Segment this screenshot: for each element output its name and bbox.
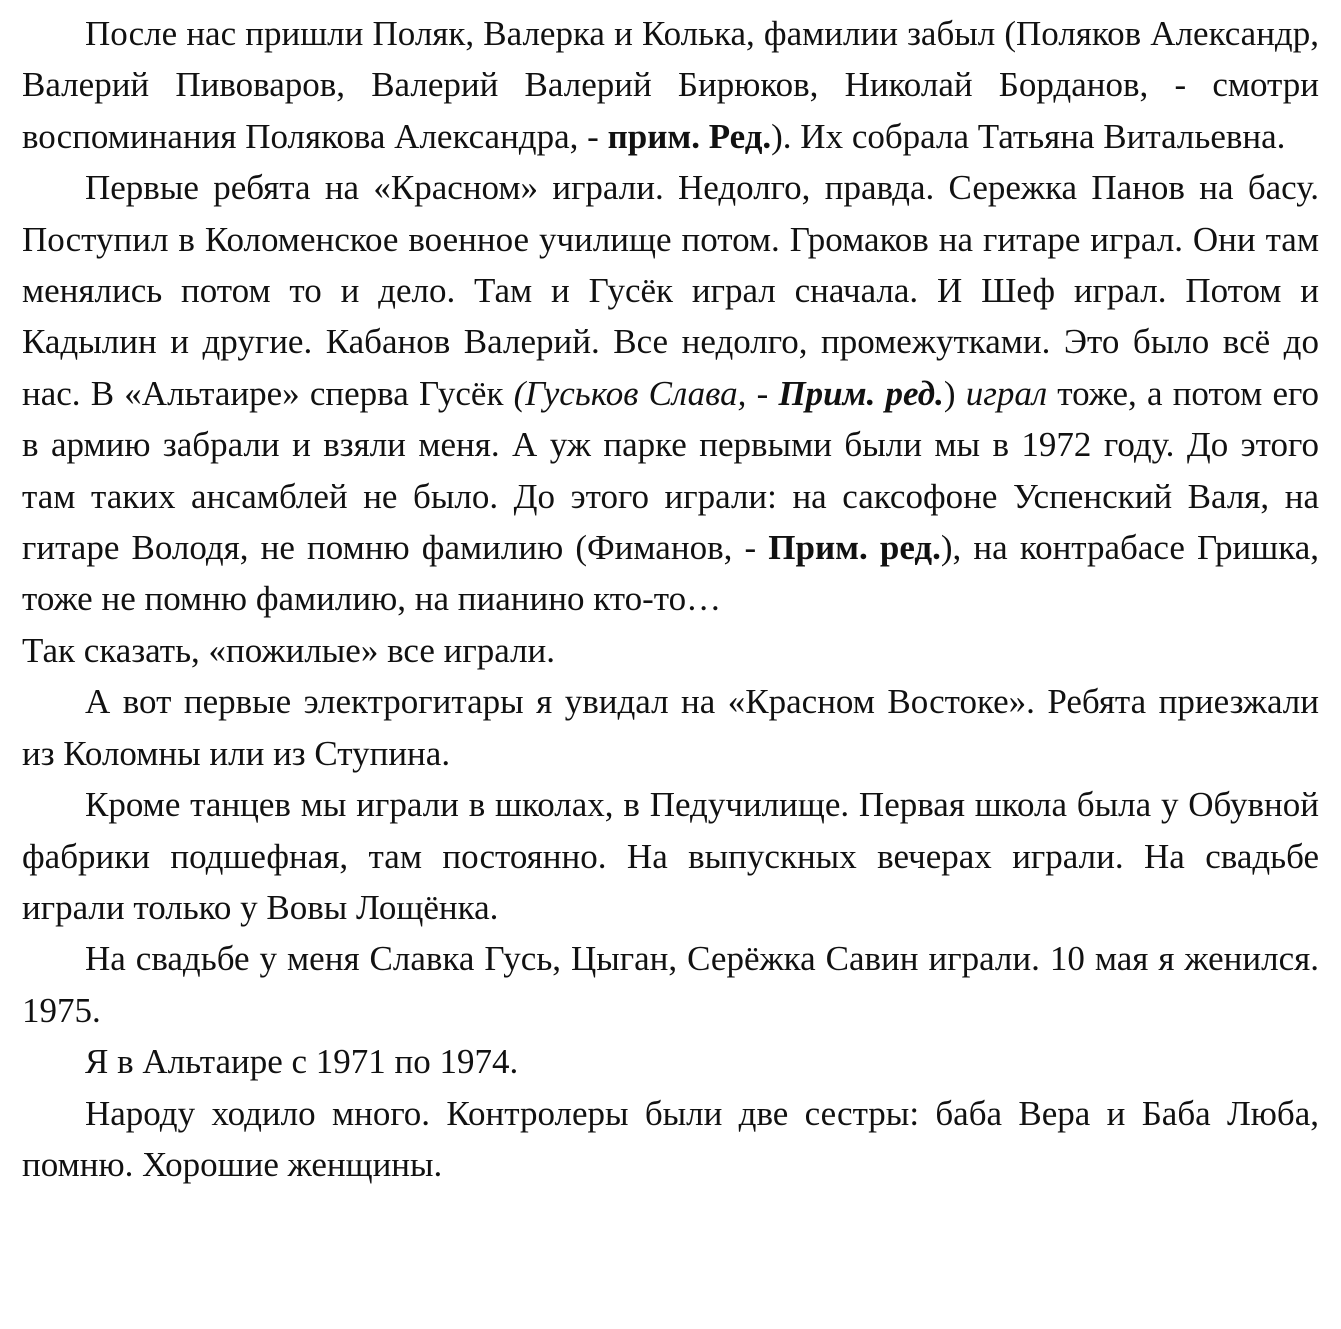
editor-note: прим. Ред.	[607, 116, 772, 156]
text-segment: Так сказать, «пожилые» все играли.	[22, 630, 556, 670]
editor-note: Прим. ред.	[768, 528, 941, 568]
text-segment: А вот первые электрогитары я увидал на «Красном Востоке». Ребята приезжали из Коломны или из Ступина.	[22, 682, 1319, 773]
italic-note: (Гуськов Слава, -	[513, 373, 779, 413]
text-segment: Народу ходило много. Контролеры были две сестры: баба Вера и Баба Люба, помню. Хорошие женщины.	[22, 1093, 1319, 1184]
text-segment: После нас пришли Поляк, Валерка и Колька, фамилии забыл (Поляков Александр, Валерий Пивоваров, Валерий Валерий Бирюков, Николай Борданов, - смотри воспоминания Полякова Александра, -	[22, 14, 1319, 156]
text-segment: Первые ребята на «Красном» играли. Недолго, правда. Сережка Панов на басу. Поступил в Коломенское военное училище потом. Громаков на гитаре играл. Они там менялись потом то и дело. Там и Гусёк играл сначала. И Шеф играл. Потом и Кадылин и другие. Кабанов Валерий. Все недолго, промежутками. Это было всё до нас. В «Альтаире» сперва Гусёк	[22, 168, 1319, 413]
text-segment: Кроме танцев мы играли в школах, в Педучилище. Первая школа была у Обувной фабрики подшефная, там постоянно. На выпускных вечерах играли. На свадьбе играли только у Вовы Лощёнка.	[22, 785, 1319, 927]
text-segment: Я в Альтаире с 1971 по 1974.	[85, 1042, 519, 1082]
text-segment: )	[943, 373, 966, 413]
text-segment: На свадьбе у меня Славка Гусь, Цыган, Серёжка Савин играли. 10 мая я женился. 1975.	[22, 939, 1319, 1030]
paragraph-5	[22, 779, 1319, 933]
paragraph-2	[22, 162, 1319, 625]
text-segment: тоже, а потом его в армию забрали и взяли меня. А уж парке первыми были мы в 1972 году. До этого там таких ансамблей не было. До этого играли: на саксофоне Успенский Валя, на гитаре Володя, не помню фамилию (Фиманов, -	[22, 373, 1320, 568]
paragraph-4	[22, 676, 1319, 779]
text-segment: ). Их собрала Татьяна Витальевна.	[771, 116, 1286, 156]
paragraph-7	[22, 1036, 1319, 1087]
paragraph-8	[22, 1088, 1319, 1191]
editor-note: Прим. ред.	[778, 373, 944, 413]
paragraph-1	[22, 8, 1319, 162]
paragraph-6	[22, 933, 1319, 1036]
paragraph-3	[22, 625, 1319, 676]
italic-word: играл	[965, 373, 1048, 413]
text-segment: ), на контрабасе Гришка, тоже не помню фамилию, на пианино кто-то…	[22, 528, 1320, 619]
